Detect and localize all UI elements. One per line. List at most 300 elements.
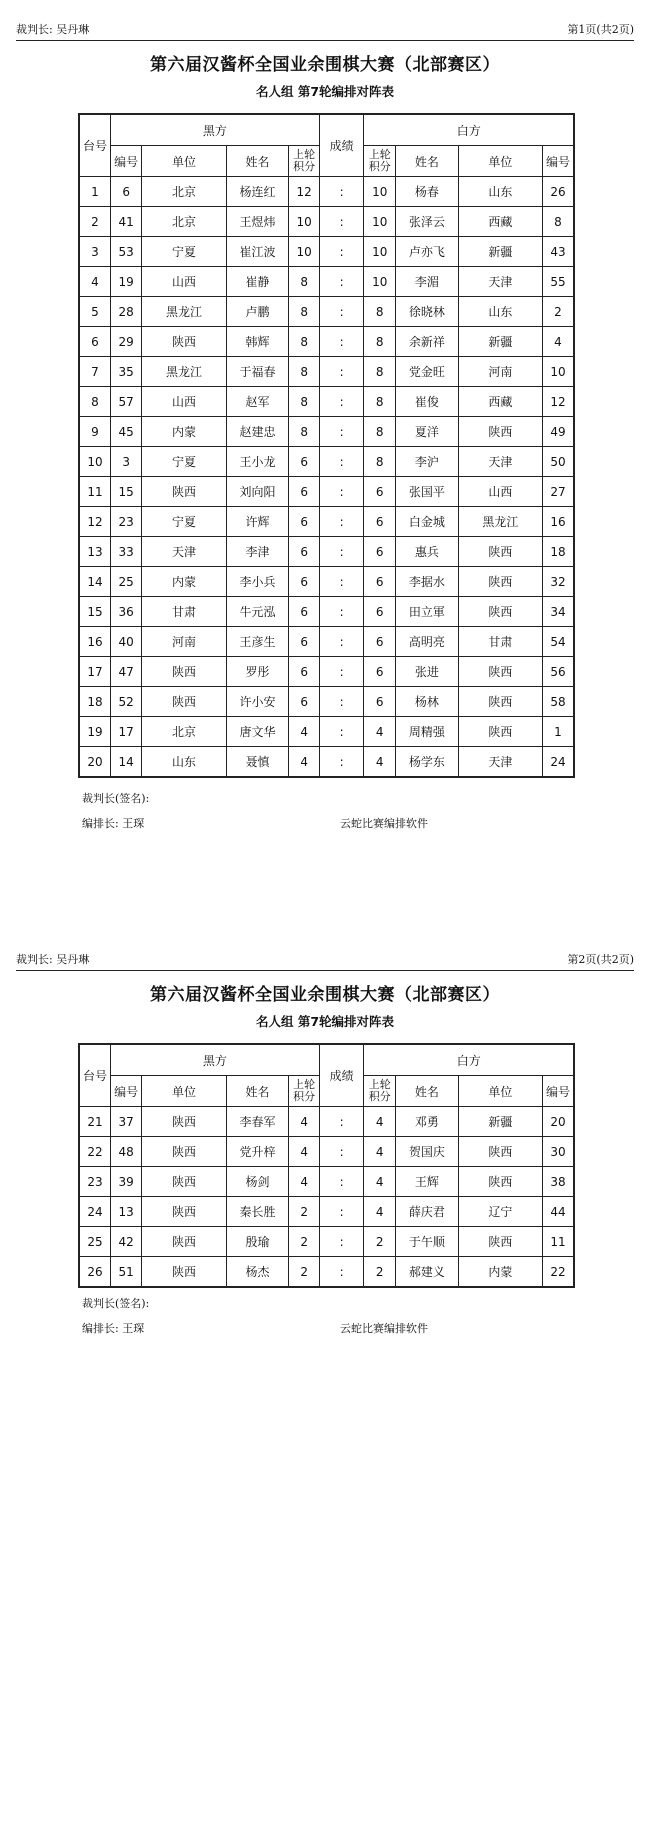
cell-black-prev-score: 6 — [289, 567, 319, 597]
table-row — [79, 387, 574, 417]
cell-white-name: 李沪 — [395, 447, 458, 477]
table-row — [79, 1257, 574, 1288]
cell-table-no: 19 — [79, 717, 110, 747]
cell-black-id: 40 — [110, 627, 141, 657]
cell-white-prev-score: 4 — [364, 1107, 395, 1137]
table-row — [79, 237, 574, 267]
page-subtitle: 名人组 第7轮编排对阵表 — [255, 84, 395, 99]
cell-black-prev-score: 6 — [289, 627, 319, 657]
table-row — [79, 537, 574, 567]
header-white-unit: 单位 — [458, 146, 542, 177]
cell-result: : — [319, 477, 364, 507]
cell-table-no: 5 — [79, 297, 110, 327]
cell-black-prev-score: 4 — [289, 1107, 319, 1137]
cell-black-id: 13 — [110, 1197, 141, 1227]
cell-table-no: 1 — [79, 177, 110, 207]
cell-black-name: 殷瑜 — [226, 1227, 289, 1257]
table-row — [79, 297, 574, 327]
cell-table-no: 15 — [79, 597, 110, 627]
cell-black-name: 崔静 — [226, 267, 289, 297]
table-row — [79, 1107, 574, 1137]
cell-black-name: 王彦生 — [226, 627, 289, 657]
cell-table-no: 16 — [79, 627, 110, 657]
cell-black-id: 45 — [110, 417, 141, 447]
cell-white-name: 杨春 — [395, 177, 458, 207]
cell-black-name: 聂慎 — [226, 747, 289, 778]
table-row — [79, 1197, 574, 1227]
cell-white-prev-score: 10 — [364, 237, 395, 267]
cell-black-prev-score: 4 — [289, 1137, 319, 1167]
header-page-number: 第1页(共2页) — [567, 23, 634, 36]
cell-black-name: 李津 — [226, 537, 289, 567]
cell-white-unit: 陕西 — [458, 717, 542, 747]
cell-result: : — [319, 747, 364, 778]
cell-table-no: 26 — [79, 1257, 110, 1288]
cell-white-prev-score: 6 — [364, 477, 395, 507]
cell-white-unit: 辽宁 — [458, 1197, 542, 1227]
cell-result: : — [319, 567, 364, 597]
cell-result: : — [319, 357, 364, 387]
cell-black-name: 杨剑 — [226, 1167, 289, 1197]
cell-white-name: 李湄 — [395, 267, 458, 297]
cell-black-unit: 山西 — [142, 387, 226, 417]
table-row — [79, 477, 574, 507]
cell-table-no: 18 — [79, 687, 110, 717]
cell-black-name: 杨连红 — [226, 177, 289, 207]
cell-black-id: 19 — [110, 267, 141, 297]
header-black-name: 姓名 — [226, 146, 289, 177]
cell-black-id: 35 — [110, 357, 141, 387]
pairing-rows — [79, 177, 574, 778]
cell-black-name: 罗彤 — [226, 657, 289, 687]
cell-white-prev-score: 8 — [364, 297, 395, 327]
cell-white-name: 高明亮 — [395, 627, 458, 657]
cell-white-name: 张进 — [395, 657, 458, 687]
pairing-rows — [79, 1107, 574, 1288]
cell-black-unit: 陕西 — [142, 1257, 226, 1288]
cell-black-name: 刘向阳 — [226, 477, 289, 507]
cell-white-name: 贺国庆 — [395, 1137, 458, 1167]
page-2 — [0, 930, 650, 1838]
cell-white-prev-score: 4 — [364, 1167, 395, 1197]
cell-black-name: 杨杰 — [226, 1257, 289, 1288]
cell-black-id: 3 — [110, 447, 141, 477]
header-black: 黑方 — [110, 1044, 319, 1076]
page-header — [16, 18, 634, 41]
cell-black-unit: 陕西 — [142, 657, 226, 687]
cell-table-no: 22 — [79, 1137, 110, 1167]
cell-result: : — [319, 537, 364, 567]
cell-black-unit: 北京 — [142, 717, 226, 747]
cell-black-id: 23 — [110, 507, 141, 537]
footer-arranger: 编排长: 王琛 — [82, 1322, 145, 1335]
cell-black-prev-score: 6 — [289, 447, 319, 477]
cell-black-unit: 甘肃 — [142, 597, 226, 627]
cell-result: : — [319, 507, 364, 537]
cell-result: : — [319, 1167, 364, 1197]
cell-result: : — [319, 597, 364, 627]
cell-black-unit: 黑龙江 — [142, 357, 226, 387]
cell-white-id: 50 — [542, 447, 574, 477]
cell-black-prev-score: 6 — [289, 657, 319, 687]
cell-white-prev-score: 2 — [364, 1227, 395, 1257]
cell-black-prev-score: 4 — [289, 1167, 319, 1197]
cell-white-name: 郝建义 — [395, 1257, 458, 1288]
table-row — [79, 207, 574, 237]
cell-black-prev-score: 4 — [289, 747, 319, 778]
cell-white-name: 于午顺 — [395, 1227, 458, 1257]
cell-black-unit: 陕西 — [142, 477, 226, 507]
page-header — [16, 948, 634, 971]
cell-table-no: 2 — [79, 207, 110, 237]
cell-table-no: 23 — [79, 1167, 110, 1197]
cell-black-prev-score: 6 — [289, 477, 319, 507]
cell-white-id: 43 — [542, 237, 574, 267]
cell-black-prev-score: 2 — [289, 1227, 319, 1257]
footer-software: 云蛇比赛编排软件 — [340, 1322, 428, 1335]
cell-white-unit: 西藏 — [458, 207, 542, 237]
cell-black-prev-score: 2 — [289, 1197, 319, 1227]
cell-result: : — [319, 1257, 364, 1288]
cell-table-no: 24 — [79, 1197, 110, 1227]
cell-result: : — [319, 1227, 364, 1257]
header-white-prev-score: 上轮积分 — [364, 1076, 395, 1107]
cell-black-name: 唐文华 — [226, 717, 289, 747]
cell-white-prev-score: 6 — [364, 687, 395, 717]
cell-black-name: 王煜炜 — [226, 207, 289, 237]
table-row — [79, 747, 574, 778]
cell-black-unit: 山西 — [142, 267, 226, 297]
cell-white-name: 白金城 — [395, 507, 458, 537]
cell-white-prev-score: 8 — [364, 417, 395, 447]
cell-white-id: 12 — [542, 387, 574, 417]
cell-white-id: 27 — [542, 477, 574, 507]
cell-black-id: 15 — [110, 477, 141, 507]
header-result: 成绩 — [319, 114, 364, 177]
cell-black-unit: 陕西 — [142, 1197, 226, 1227]
header-white: 白方 — [364, 114, 574, 146]
cell-white-name: 李据水 — [395, 567, 458, 597]
cell-black-unit: 陕西 — [142, 1227, 226, 1257]
cell-table-no: 21 — [79, 1107, 110, 1137]
cell-white-name: 张国平 — [395, 477, 458, 507]
cell-white-unit: 内蒙 — [458, 1257, 542, 1288]
cell-white-unit: 新疆 — [458, 1107, 542, 1137]
cell-white-name: 王辉 — [395, 1167, 458, 1197]
cell-table-no: 11 — [79, 477, 110, 507]
cell-white-prev-score: 4 — [364, 1197, 395, 1227]
cell-table-no: 12 — [79, 507, 110, 537]
page-subtitle: 名人组 第7轮编排对阵表 — [255, 1014, 395, 1029]
cell-black-name: 崔江波 — [226, 237, 289, 267]
cell-table-no: 7 — [79, 357, 110, 387]
cell-white-unit: 黑龙江 — [458, 507, 542, 537]
cell-white-id: 38 — [542, 1167, 574, 1197]
cell-black-unit: 内蒙 — [142, 567, 226, 597]
cell-black-id: 48 — [110, 1137, 141, 1167]
cell-result: : — [319, 177, 364, 207]
footer-arranger: 编排长: 王琛 — [82, 817, 145, 830]
cell-black-unit: 山东 — [142, 747, 226, 778]
header-black-prev-score: 上轮积分 — [289, 146, 319, 177]
cell-white-name: 惠兵 — [395, 537, 458, 567]
table-row — [79, 567, 574, 597]
header-black-name: 姓名 — [226, 1076, 289, 1107]
cell-black-prev-score: 6 — [289, 597, 319, 627]
cell-black-unit: 陕西 — [142, 1167, 226, 1197]
cell-result: : — [319, 297, 364, 327]
cell-black-name: 韩辉 — [226, 327, 289, 357]
cell-white-id: 56 — [542, 657, 574, 687]
cell-white-prev-score: 10 — [364, 177, 395, 207]
cell-white-prev-score: 6 — [364, 537, 395, 567]
cell-white-id: 55 — [542, 267, 574, 297]
cell-black-id: 51 — [110, 1257, 141, 1288]
cell-white-name: 余新祥 — [395, 327, 458, 357]
cell-black-id: 17 — [110, 717, 141, 747]
cell-black-name: 许辉 — [226, 507, 289, 537]
header-chief-referee: 裁判长: 吴丹琳 — [16, 953, 90, 966]
header-black-unit: 单位 — [142, 146, 226, 177]
cell-white-unit: 陕西 — [458, 567, 542, 597]
cell-black-prev-score: 8 — [289, 387, 319, 417]
cell-white-name: 党金旺 — [395, 357, 458, 387]
table-row — [79, 1137, 574, 1167]
cell-white-prev-score: 8 — [364, 327, 395, 357]
cell-black-id: 37 — [110, 1107, 141, 1137]
header-white-unit: 单位 — [458, 1076, 542, 1107]
cell-black-unit: 河南 — [142, 627, 226, 657]
cell-white-prev-score: 6 — [364, 567, 395, 597]
cell-white-unit: 陕西 — [458, 537, 542, 567]
cell-white-id: 2 — [542, 297, 574, 327]
table-row — [79, 177, 574, 207]
cell-black-prev-score: 6 — [289, 537, 319, 567]
cell-black-name: 许小安 — [226, 687, 289, 717]
cell-white-prev-score: 6 — [364, 597, 395, 627]
cell-black-id: 52 — [110, 687, 141, 717]
header-result: 成绩 — [319, 1044, 364, 1107]
cell-white-name: 薛庆君 — [395, 1197, 458, 1227]
cell-white-id: 26 — [542, 177, 574, 207]
cell-black-name: 于福春 — [226, 357, 289, 387]
header-white-id: 编号 — [542, 146, 574, 177]
cell-white-name: 周精强 — [395, 717, 458, 747]
table-row — [79, 327, 574, 357]
cell-black-name: 牛元泓 — [226, 597, 289, 627]
cell-black-unit: 陕西 — [142, 1107, 226, 1137]
cell-white-name: 徐晓林 — [395, 297, 458, 327]
cell-white-name: 杨林 — [395, 687, 458, 717]
cell-white-unit: 陕西 — [458, 687, 542, 717]
cell-white-unit: 陕西 — [458, 657, 542, 687]
cell-result: : — [319, 387, 364, 417]
table-row — [79, 657, 574, 687]
cell-black-id: 33 — [110, 537, 141, 567]
cell-table-no: 20 — [79, 747, 110, 778]
cell-black-name: 王小龙 — [226, 447, 289, 477]
cell-black-unit: 宁夏 — [142, 237, 226, 267]
cell-table-no: 4 — [79, 267, 110, 297]
cell-black-prev-score: 8 — [289, 327, 319, 357]
cell-black-id: 25 — [110, 567, 141, 597]
cell-black-prev-score: 10 — [289, 237, 319, 267]
cell-table-no: 13 — [79, 537, 110, 567]
cell-result: : — [319, 267, 364, 297]
cell-black-id: 14 — [110, 747, 141, 778]
header-white-prev-score: 上轮积分 — [364, 146, 395, 177]
cell-black-id: 28 — [110, 297, 141, 327]
cell-white-prev-score: 6 — [364, 507, 395, 537]
cell-black-name: 李小兵 — [226, 567, 289, 597]
cell-white-prev-score: 6 — [364, 657, 395, 687]
cell-white-unit: 陕西 — [458, 1167, 542, 1197]
cell-result: : — [319, 237, 364, 267]
cell-white-unit: 山东 — [458, 297, 542, 327]
cell-black-name: 卢鹏 — [226, 297, 289, 327]
cell-black-id: 57 — [110, 387, 141, 417]
cell-table-no: 9 — [79, 417, 110, 447]
cell-white-id: 24 — [542, 747, 574, 778]
cell-white-unit: 甘肃 — [458, 627, 542, 657]
cell-black-prev-score: 8 — [289, 357, 319, 387]
cell-black-unit: 宁夏 — [142, 447, 226, 477]
cell-white-unit: 陕西 — [458, 417, 542, 447]
cell-black-unit: 宁夏 — [142, 507, 226, 537]
cell-result: : — [319, 627, 364, 657]
cell-white-id: 58 — [542, 687, 574, 717]
cell-black-unit: 陕西 — [142, 1137, 226, 1167]
cell-table-no: 14 — [79, 567, 110, 597]
cell-black-name: 李春军 — [226, 1107, 289, 1137]
cell-white-prev-score: 8 — [364, 357, 395, 387]
cell-result: : — [319, 717, 364, 747]
table-row — [79, 1227, 574, 1257]
cell-white-unit: 陕西 — [458, 597, 542, 627]
cell-black-prev-score: 2 — [289, 1257, 319, 1288]
cell-result: : — [319, 657, 364, 687]
header-chief-referee: 裁判长: 吴丹琳 — [16, 23, 90, 36]
table-row — [79, 597, 574, 627]
cell-black-unit: 天津 — [142, 537, 226, 567]
cell-black-prev-score: 6 — [289, 507, 319, 537]
pairing-table — [78, 113, 575, 778]
cell-black-prev-score: 4 — [289, 717, 319, 747]
header-black-id: 编号 — [110, 1076, 141, 1107]
cell-white-unit: 山东 — [458, 177, 542, 207]
cell-black-id: 36 — [110, 597, 141, 627]
header-white-id: 编号 — [542, 1076, 574, 1107]
cell-white-id: 1 — [542, 717, 574, 747]
table-row — [79, 447, 574, 477]
cell-white-id: 4 — [542, 327, 574, 357]
cell-white-id: 11 — [542, 1227, 574, 1257]
cell-black-prev-score: 8 — [289, 297, 319, 327]
header-white: 白方 — [364, 1044, 574, 1076]
table-row — [79, 627, 574, 657]
cell-white-id: 34 — [542, 597, 574, 627]
cell-white-prev-score: 4 — [364, 747, 395, 778]
cell-white-prev-score: 4 — [364, 1137, 395, 1167]
cell-white-prev-score: 10 — [364, 207, 395, 237]
cell-table-no: 10 — [79, 447, 110, 477]
cell-black-unit: 黑龙江 — [142, 297, 226, 327]
header-white-name: 姓名 — [395, 146, 458, 177]
cell-table-no: 25 — [79, 1227, 110, 1257]
header-black-unit: 单位 — [142, 1076, 226, 1107]
cell-result: : — [319, 207, 364, 237]
cell-table-no: 3 — [79, 237, 110, 267]
table-row — [79, 717, 574, 747]
cell-black-unit: 内蒙 — [142, 417, 226, 447]
cell-result: : — [319, 1137, 364, 1167]
header-white-name: 姓名 — [395, 1076, 458, 1107]
header-page-number: 第2页(共2页) — [567, 953, 634, 966]
cell-black-id: 39 — [110, 1167, 141, 1197]
cell-white-unit: 新疆 — [458, 327, 542, 357]
cell-white-name: 田立軍 — [395, 597, 458, 627]
table-row — [79, 687, 574, 717]
cell-black-name: 赵建忠 — [226, 417, 289, 447]
cell-black-id: 29 — [110, 327, 141, 357]
page-title: 第六届汉酱杯全国业余围棋大赛（北部赛区） — [150, 985, 500, 1005]
header-black-id: 编号 — [110, 146, 141, 177]
cell-white-id: 49 — [542, 417, 574, 447]
cell-black-prev-score: 10 — [289, 207, 319, 237]
cell-table-no: 8 — [79, 387, 110, 417]
header-black: 黑方 — [110, 114, 319, 146]
cell-white-id: 16 — [542, 507, 574, 537]
cell-black-id: 53 — [110, 237, 141, 267]
cell-black-name: 秦长胜 — [226, 1197, 289, 1227]
cell-white-unit: 新疆 — [458, 237, 542, 267]
cell-white-unit: 天津 — [458, 267, 542, 297]
header-table-no: 台号 — [79, 114, 110, 177]
cell-white-unit: 天津 — [458, 747, 542, 778]
cell-result: : — [319, 1107, 364, 1137]
cell-white-prev-score: 10 — [364, 267, 395, 297]
cell-black-id: 42 — [110, 1227, 141, 1257]
pairing-table — [78, 1043, 575, 1288]
cell-table-no: 17 — [79, 657, 110, 687]
footer-software: 云蛇比赛编排软件 — [340, 817, 428, 830]
cell-white-id: 18 — [542, 537, 574, 567]
cell-white-id: 20 — [542, 1107, 574, 1137]
cell-black-unit: 北京 — [142, 177, 226, 207]
cell-black-unit: 北京 — [142, 207, 226, 237]
cell-black-prev-score: 8 — [289, 417, 319, 447]
cell-white-name: 杨学东 — [395, 747, 458, 778]
cell-result: : — [319, 447, 364, 477]
cell-white-id: 8 — [542, 207, 574, 237]
cell-white-prev-score: 6 — [364, 627, 395, 657]
footer-signature: 裁判长(签名): — [82, 792, 150, 805]
header-black-prev-score: 上轮积分 — [289, 1076, 319, 1107]
page-title: 第六届汉酱杯全国业余围棋大赛（北部赛区） — [150, 55, 500, 75]
cell-black-prev-score: 12 — [289, 177, 319, 207]
cell-black-unit: 陕西 — [142, 687, 226, 717]
cell-white-unit: 陕西 — [458, 1137, 542, 1167]
cell-black-name: 赵军 — [226, 387, 289, 417]
cell-result: : — [319, 327, 364, 357]
cell-white-id: 10 — [542, 357, 574, 387]
header-table-no: 台号 — [79, 1044, 110, 1107]
cell-white-unit: 西藏 — [458, 387, 542, 417]
cell-white-name: 崔俊 — [395, 387, 458, 417]
cell-white-prev-score: 8 — [364, 447, 395, 477]
cell-white-prev-score: 8 — [364, 387, 395, 417]
footer-signature: 裁判长(签名): — [82, 1297, 150, 1310]
